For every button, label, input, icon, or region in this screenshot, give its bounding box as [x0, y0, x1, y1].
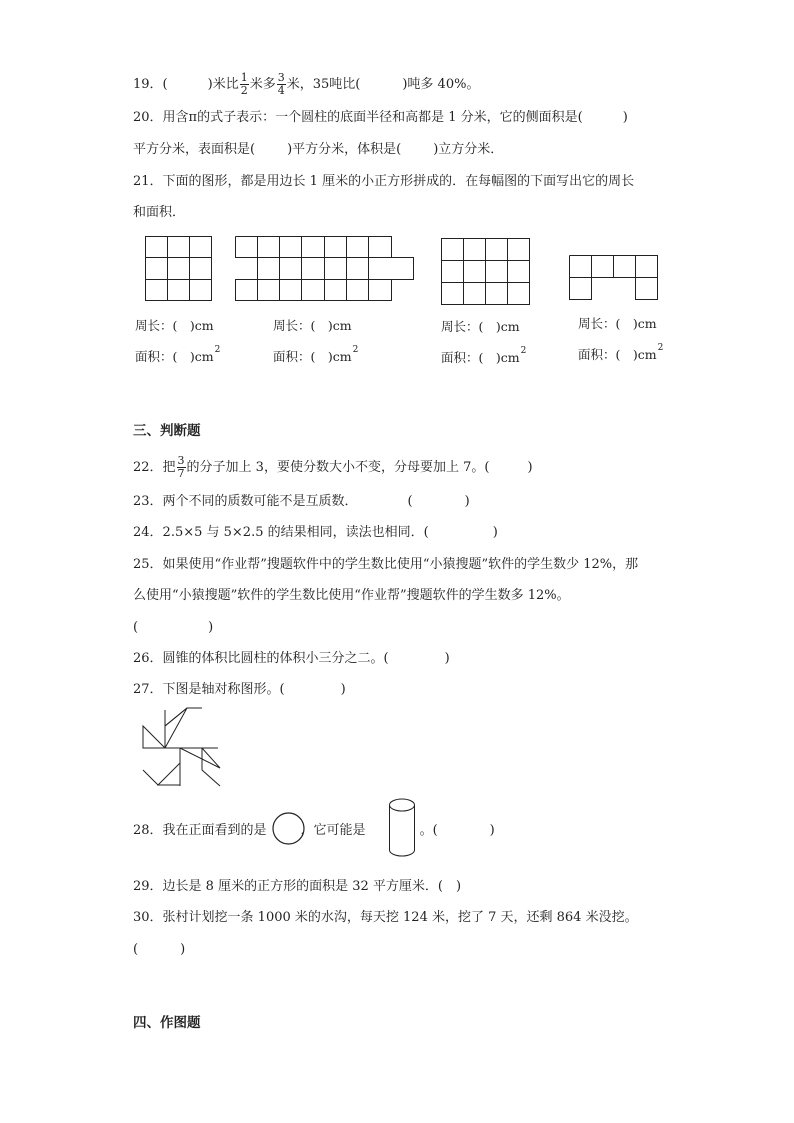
q26-paren: ): [444, 651, 450, 666]
area-label-2: [273, 344, 359, 365]
q19-number: 19．(: [133, 77, 168, 92]
question-22: [133, 455, 533, 480]
q19-text-1: )米比: [207, 77, 239, 92]
q25-text-1: 25．如果使用“作业帮”搜题软件中的学生数比使用“小猿搜题”软件的学生数少 12%，那: [133, 557, 639, 572]
q20-text-4: )立方分米．: [433, 142, 504, 157]
q19-text-4: )吨多 40%。: [402, 77, 480, 92]
q28-paren: ): [489, 823, 495, 838]
question-28: [133, 821, 495, 841]
q25-paren-open: (: [133, 620, 139, 635]
grid-figure-2: [235, 236, 415, 302]
area-text: 面积：( )cm: [441, 350, 520, 365]
fraction-denominator: 4: [277, 84, 285, 97]
q23-paren-close: ): [464, 494, 470, 509]
grid-figure-1: [145, 236, 213, 302]
grid-figure-3: [441, 238, 531, 306]
q22-text-1: 22．把: [133, 460, 176, 475]
q25-paren-close: ): [208, 620, 214, 635]
fraction-numerator: 3: [277, 71, 285, 84]
perimeter-label-2: [273, 316, 352, 334]
perimeter-label-3: [441, 317, 520, 335]
fraction-numerator: 1: [240, 71, 248, 84]
question-30-paren: [133, 940, 185, 960]
area-superscript: 2: [214, 344, 221, 355]
q19-text-2: 米多: [249, 77, 276, 92]
q21-text-1: 21．下面的图形，都是用边长 1 厘米的小正方形拼成的．在每幅图的下面写出它的周长: [133, 174, 635, 189]
q30-paren-close: ): [180, 942, 186, 957]
fraction-numerator: 3: [177, 454, 185, 467]
fraction-three-quarters: [277, 72, 286, 97]
fraction-denominator: 7: [177, 467, 185, 480]
section-heading-judgement: [133, 421, 201, 441]
area-superscript: 2: [657, 342, 664, 353]
area-superscript: 2: [352, 344, 359, 355]
q28-text-1: 28．我在正面看到的是: [133, 823, 267, 838]
q24-text: 24．2.5×5 与 5×2.5 的结果相同，读法也相同．(: [133, 525, 429, 540]
q28-text-2: ，它可能是: [300, 823, 366, 838]
question-21-line-1: [133, 172, 634, 192]
question-30-line-1: [133, 908, 638, 928]
pinwheel-figure: [140, 706, 222, 788]
q21-text-2: 和面积．: [133, 205, 186, 220]
q26-text: 26．圆锥的体积比圆柱的体积小三分之二。(: [133, 651, 389, 666]
cylinder-icon: [388, 797, 418, 859]
perimeter-label-4: [578, 314, 657, 332]
question-27: [133, 680, 346, 700]
area-label-4: [578, 342, 664, 363]
q23-text: 23．两个不同的质数可能不是互质数．: [133, 494, 358, 509]
question-24: [133, 523, 498, 543]
q20-text-2: 平方分米，表面积是(: [133, 142, 256, 157]
perimeter-label-1: [135, 316, 214, 334]
section-title: 四、作图题: [133, 1015, 201, 1031]
question-19: [133, 72, 479, 97]
area-label-1: [135, 344, 221, 365]
circle-view-icon: [272, 812, 306, 846]
question-21-line-2: [133, 203, 185, 223]
q27-paren: ): [340, 682, 346, 697]
q22-text-2: 的分子加上 3，要使分数大小不变，分母要加上 7。(: [186, 460, 490, 475]
section-heading-drawing: [133, 1013, 201, 1033]
area-text: 面积：( )cm: [273, 349, 352, 364]
fraction-denominator: 2: [240, 84, 248, 97]
question-20-line-2: [133, 140, 503, 160]
fraction-three-sevenths: [177, 455, 186, 480]
q24-paren: ): [492, 525, 498, 540]
perimeter-text: 周长：( )cm: [135, 318, 214, 333]
q20-paren: ): [622, 110, 628, 125]
q30-paren-open: (: [133, 942, 139, 957]
fraction-one-half: [240, 72, 249, 97]
q19-text-3: 米，35吨比(: [286, 77, 361, 92]
perimeter-text: 周长：( )cm: [578, 316, 657, 331]
area-text: 面积：( )cm: [135, 349, 214, 364]
q25-text-2: 么使用“小猿搜题”软件的学生数比使用“作业帮”搜题软件的学生数多 12%。: [133, 588, 570, 603]
q29-text: 29．边长是 8 厘米的正方形的面积是 32 平方厘米．( ): [133, 879, 462, 894]
q30-text: 30．张村计划挖一条 1000 米的水沟，每天挖 124 米，挖了 7 天，还剩 864 米没挖。: [133, 910, 638, 925]
section-title: 三、判断题: [133, 423, 201, 439]
question-26: [133, 649, 450, 669]
q28-text-3: 。(: [419, 823, 438, 838]
area-text: 面积：( )cm: [578, 347, 657, 362]
q22-paren: ): [527, 460, 533, 475]
perimeter-text: 周长：( )cm: [441, 319, 520, 334]
q27-text: 27．下图是轴对称图形。(: [133, 682, 285, 697]
area-superscript: 2: [520, 345, 527, 356]
q20-text-1: 20．用含π的式子表示：一个圆柱的底面半径和高都是 1 分米，它的侧面积是(: [133, 110, 583, 125]
q20-text-3: )平方分米，体积是(: [287, 142, 402, 157]
question-25-paren: [133, 618, 213, 638]
question-23: [133, 492, 470, 512]
question-25-line-2: [133, 586, 570, 606]
area-label-3: [441, 345, 527, 366]
perimeter-text: 周长：( )cm: [273, 318, 352, 333]
question-25-line-1: [133, 555, 638, 575]
grid-figure-4: [569, 255, 661, 301]
question-20-line-1: [133, 108, 628, 128]
question-29: [133, 877, 461, 897]
q23-paren-open: (: [407, 494, 413, 509]
